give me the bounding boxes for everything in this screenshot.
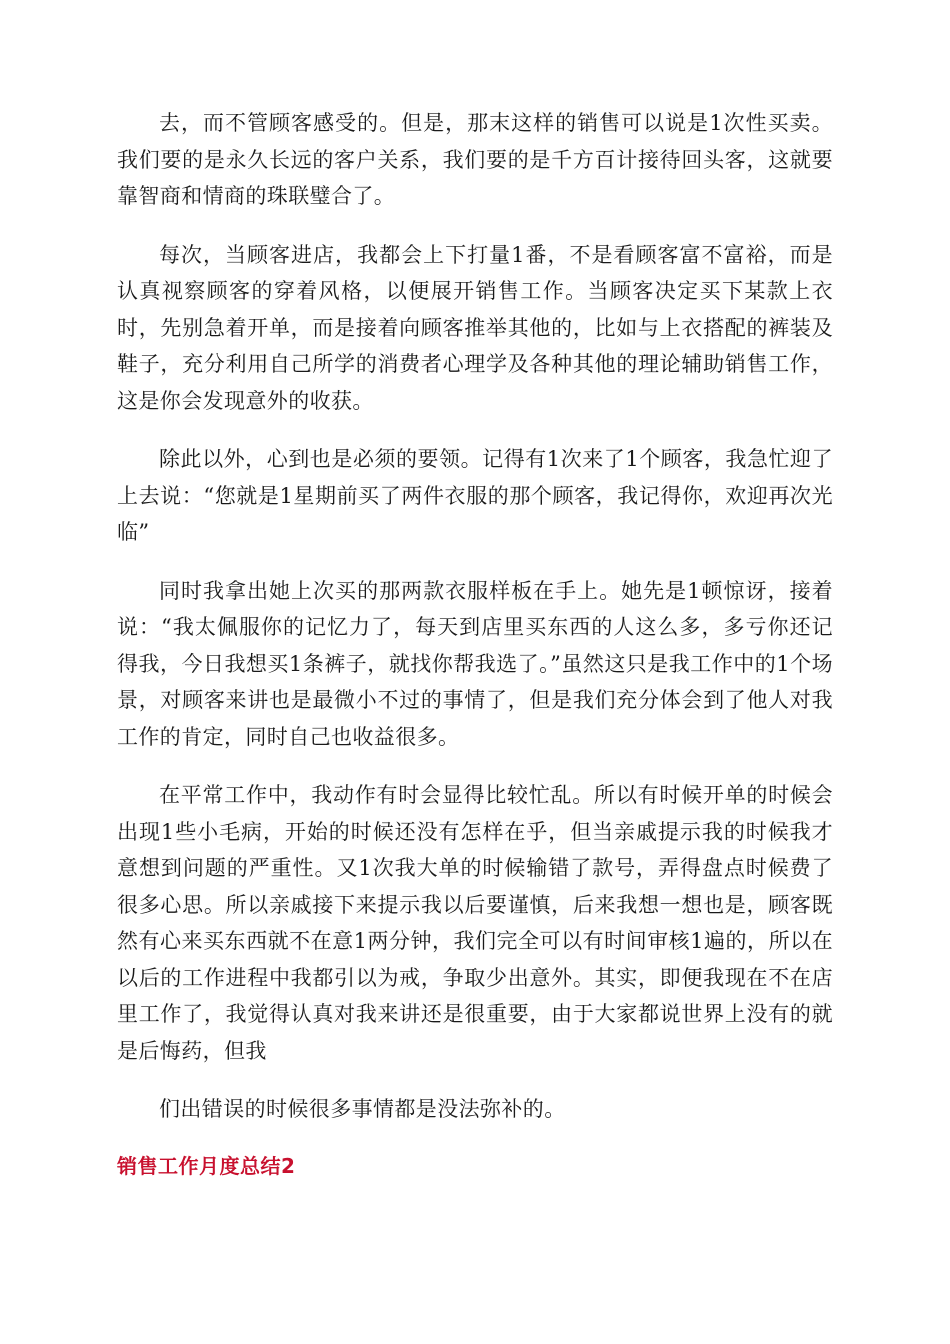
paragraph-4: 同时我拿出她上次买的那两款衣服样板在手上。她先是1顿惊讶，接着说：“我太佩服你的记忆力了，每天到店里买东西的人这么多，多亏你还记得我，今日我想买1条裤子，就找你帮我选了。”虽然这只是我工作中的1个场景，对顾客来讲也是最微小不过的事情了，但是我们充分体会到了他人对我工作的肯定，同时自己也收益很多。 (117, 578, 833, 749)
document-body (117, 105, 833, 1182)
paragraph-5: 在平常工作中，我动作有时会显得比较忙乱。所以有时候开单的时候会出现1些小毛病，开始的时候还没有怎样在乎，但当亲戚提示我的时候我才意想到问题的严重性。又1次我大单的时候输错了款号，弄得盘点时候费了很多心思。所以亲戚接下来提示我以后要谨慎，后来我想一想也是，顾客既然有心来买东西就不在意1两分钟，我们完全可以有时间审核1遍的，所以在以后的工作进程中我都引以为戒，争取少出意外。其实，即便我现在不在店里工作了，我觉得认真对我来讲还是很重要，由于大家都说世界上没有的就是后悔药，但我 (117, 783, 833, 1063)
paragraph-1: 去，而不管顾客感受的。但是，那末这样的销售可以说是1次性买卖。我们要的是永久长远的客户关系，我们要的是千方百计接待回头客，这就要靠智商和情商的珠联璧合了。 (117, 111, 833, 208)
paragraph-2: 每次，当顾客进店，我都会上下打量1番，不是看顾客富不富裕，而是认真视察顾客的穿着风格，以便展开销售工作。当顾客决定买下某款上衣时，先别急着开单，而是接着向顾客推举其他的，比如与上衣搭配的裤装及鞋子，充分利用自己所学的消费者心理学及各种其他的理论辅助销售工作，这是你会发现意外的收获。 (117, 242, 833, 413)
paragraph-3: 除此以外，心到也是必须的要领。记得有1次来了1个顾客，我急忙迎了上去说：“您就是1星期前买了两件衣服的那个顾客，我记得你，欢迎再次光临” (117, 447, 833, 544)
paragraph-6: 们出错误的时候很多事情都是没法弥补的。 (159, 1097, 566, 1121)
section-heading: 销售工作月度总结2 (117, 1153, 296, 1178)
